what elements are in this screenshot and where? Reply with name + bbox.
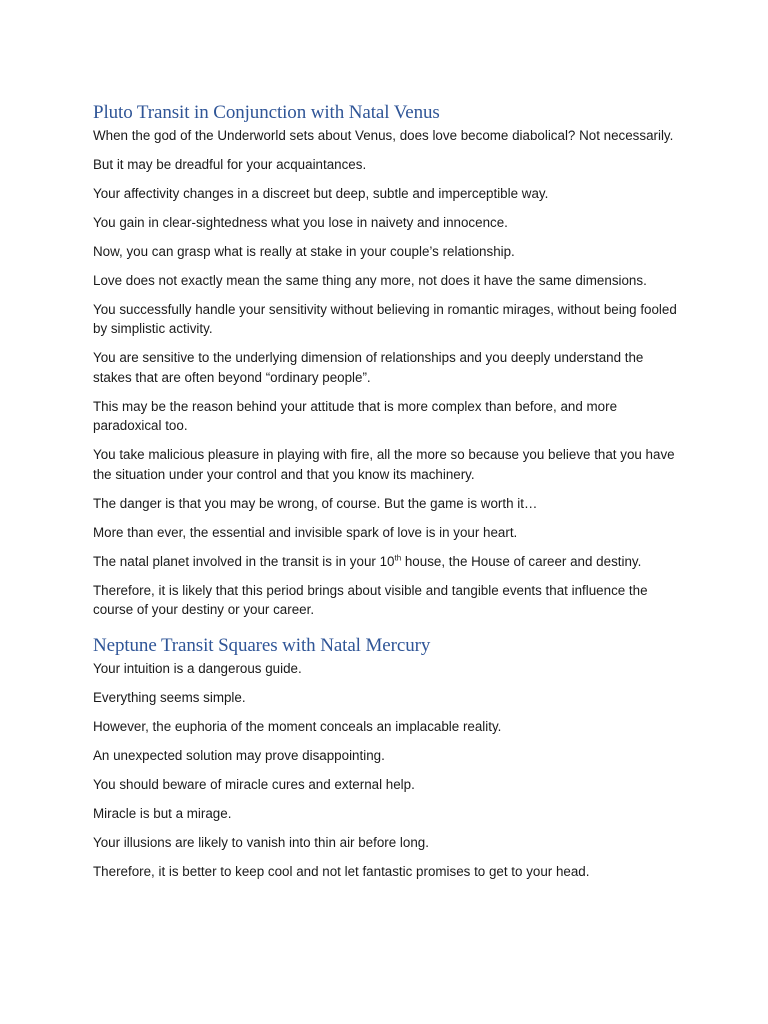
paragraph: You successfully handle your sensitivity without believing in romantic mirages, without being fooled by simplistic activity. bbox=[93, 302, 677, 337]
paragraph: But it may be dreadful for your acquaintances. bbox=[93, 157, 367, 172]
paragraph: The danger is that you may be wrong, of course. But the game is worth it… bbox=[93, 495, 538, 511]
ordinal-suffix: th bbox=[394, 553, 402, 563]
paragraph: You take malicious pleasure in playing with fire, all the more so because you believe that you have the situation under your control and that you know its machinery. bbox=[93, 447, 675, 482]
house-text-before: The natal planet involved in the transit is in your 10 bbox=[93, 553, 395, 569]
paragraph: An unexpected solution may prove disappointing. bbox=[93, 748, 385, 764]
paragraph: This may be the reason behind your attitude that is more complex than before, and more paradoxical too. bbox=[93, 398, 618, 434]
paragraph: Everything seems simple. bbox=[93, 690, 246, 706]
paragraph: You should beware of miracle cures and external help. bbox=[93, 777, 415, 793]
paragraph: Love does not exactly mean the same thing any more, not does it have the same dimensions. bbox=[93, 273, 647, 288]
paragraph: Your illusions are likely to vanish into thin air before long. bbox=[93, 835, 429, 851]
paragraph: When the god of the Underworld sets about Venus, does love become diabolical? Not necessarily. bbox=[93, 128, 674, 143]
paragraph: You are sensitive to the underlying dimension of relationships and you deeply understand the stakes that are often beyond “ordinary people”. bbox=[93, 350, 644, 385]
paragraph: Now, you can grasp what is really at stake in your couple’s relationship. bbox=[93, 244, 515, 259]
section-heading-neptune-mercury: Neptune Transit Squares with Natal Mercury bbox=[93, 635, 431, 657]
paragraph: Miracle is but a mirage. bbox=[93, 806, 232, 822]
house-paragraph bbox=[93, 552, 683, 571]
paragraph: Your affectivity changes in a discreet but deep, subtle and imperceptible way. bbox=[93, 186, 549, 201]
paragraph: You gain in clear-sightedness what you lose in naivety and innocence. bbox=[93, 215, 508, 230]
document-page bbox=[93, 101, 683, 891]
paragraph: Therefore, it is better to keep cool and not let fantastic promises to get to your head. bbox=[93, 864, 590, 880]
paragraph: More than ever, the essential and invisible spark of love is in your heart. bbox=[93, 524, 518, 540]
paragraph: However, the euphoria of the moment conceals an implacable reality. bbox=[93, 719, 502, 735]
section-heading-pluto-venus: Pluto Transit in Conjunction with Natal Venus bbox=[93, 102, 440, 123]
paragraph: Therefore, it is likely that this period brings about visible and tangible events that influence the course of your destiny or your career. bbox=[93, 582, 648, 618]
paragraph: Your intuition is a dangerous guide. bbox=[93, 661, 302, 677]
house-text-after: house, the House of career and destiny. bbox=[401, 553, 642, 569]
